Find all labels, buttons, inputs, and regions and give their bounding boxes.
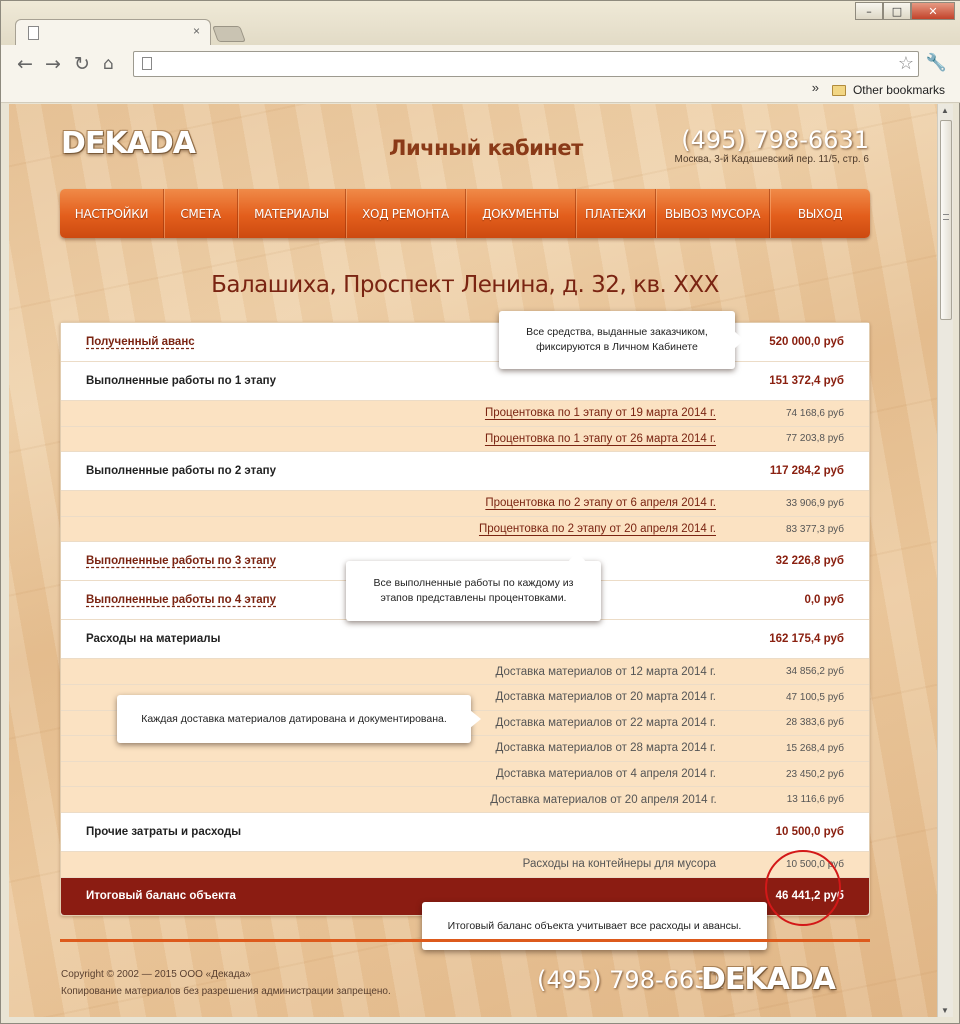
page-viewport — [9, 104, 937, 1017]
ledger-row — [61, 323, 869, 362]
scroll-up-icon[interactable]: ▲ — [941, 106, 949, 115]
callout-advance-text: Все средства, выданные заказчиком, фиксируются в Личном Кабинете — [526, 326, 708, 353]
folder-icon — [832, 85, 846, 96]
browser-toolbar — [1, 45, 960, 103]
menu-item[interactable]: НАСТРОЙКИ — [60, 189, 164, 238]
ledger-amount: 47 100,5 руб — [786, 691, 844, 703]
other-bookmarks-button[interactable] — [832, 79, 945, 101]
ledger-row — [61, 452, 869, 491]
ledger-amount: 83 377,3 руб — [786, 523, 844, 535]
total-highlight-circle — [765, 850, 841, 926]
page-icon — [142, 57, 152, 70]
ledger-amount: 520 000,0 руб — [769, 336, 844, 348]
scroll-down-icon[interactable]: ▼ — [941, 1006, 949, 1015]
ledger-amount: 74 168,6 руб — [786, 407, 844, 419]
header-phone: (495) 798-6631 — [681, 126, 869, 154]
ledger-amount: 10 500,0 руб — [775, 825, 844, 838]
ledger-label: Прочие затраты и расходы — [86, 825, 242, 838]
callout-advance — [499, 311, 735, 369]
ledger-amount: 33 906,9 руб — [786, 497, 844, 509]
ledger-amount: 28 383,6 руб — [786, 717, 844, 729]
ledger-amount: 77 203,8 руб — [786, 433, 844, 445]
ledger-label: Итоговый баланс объекта — [86, 890, 236, 903]
close-window-button[interactable]: ✕ — [911, 2, 955, 20]
ledger-amount: 117 284,2 руб — [769, 465, 844, 478]
ledger-subrow — [61, 517, 869, 543]
site-logo[interactable]: DEKADA — [61, 126, 195, 161]
ledger-amount: 13 116,6 руб — [786, 794, 844, 806]
callout-total — [422, 902, 767, 950]
bookmarks-overflow-chevron-icon[interactable]: » — [811, 80, 819, 95]
callout-materials-text: Каждая доставка материалов датирована и документирована. — [141, 712, 447, 725]
callout-stages-text: Все выполненные работы по каждому из этапов представлены процентовками. — [373, 577, 574, 604]
menu-item[interactable]: МАТЕРИАЛЫ — [238, 189, 346, 238]
ledger-row — [61, 362, 869, 401]
ledger-link[interactable]: Выполненные работы по 3 этапу — [86, 555, 276, 568]
wrench-menu-icon[interactable]: 🔧 — [925, 53, 947, 72]
ledger-label: Доставка материалов от 28 марта 2014 г. — [495, 742, 716, 755]
callout-pointer — [470, 710, 481, 728]
maximize-button[interactable]: □ — [883, 2, 911, 20]
menu-item[interactable]: ВЫХОД — [797, 206, 843, 221]
browser-titlebar — [1, 1, 960, 45]
ledger-label: Доставка материалов от 22 марта 2014 г. — [495, 716, 716, 729]
footer-logo[interactable]: DEKADA — [701, 962, 835, 997]
ledger-link[interactable]: Процентовка по 1 этапу от 19 марта 2014 г. — [484, 407, 716, 420]
ledger-subrow — [61, 787, 869, 813]
ledger-link[interactable]: Процентовка по 1 этапу от 26 марта 2014 г. — [484, 432, 716, 445]
ledger-amount: 34 856,2 руб — [786, 666, 844, 678]
callout-pointer — [568, 551, 586, 562]
ledger-amount: 15 268,4 руб — [786, 742, 844, 754]
menu-item[interactable]: СМЕТА — [164, 189, 238, 238]
callout-pointer — [734, 331, 744, 349]
ledger-link[interactable]: Процентовка по 2 этапу от 20 апреля 2014 г. — [478, 523, 716, 536]
ledger-link[interactable]: Полученный аванс — [86, 336, 195, 348]
ledger-label: Доставка материалов от 20 апреля 2014 г. — [490, 793, 717, 806]
ledger-subrow — [61, 762, 869, 788]
forward-arrow-icon[interactable]: → — [45, 53, 61, 75]
ledger-row — [61, 620, 869, 659]
ledger-label: Выполненные работы по 1 этапу — [86, 375, 276, 387]
scrollbar-grip-icon — [943, 214, 949, 220]
menu-item[interactable]: ДОКУМЕНТЫ — [466, 189, 576, 238]
ledger-label: Расходы на материалы — [86, 633, 221, 646]
ledger-link[interactable]: Выполненные работы по 4 этапу — [86, 594, 276, 607]
ledger-subrow — [61, 491, 869, 517]
minimize-button[interactable]: – — [855, 2, 883, 20]
reload-icon[interactable]: ↻ — [74, 53, 90, 75]
footer-divider — [60, 939, 870, 942]
ledger-row — [61, 813, 869, 852]
window-controls — [855, 2, 955, 20]
footer-phone: (495) 798-6631 — [537, 966, 725, 994]
home-icon[interactable]: ⌂ — [103, 54, 114, 74]
ledger-subrow — [61, 659, 869, 685]
tab-close-icon[interactable]: × — [192, 24, 200, 38]
menu-item[interactable]: ПЛАТЕЖИ — [576, 189, 656, 238]
callout-materials — [117, 695, 471, 743]
footer-copyright-block — [61, 966, 391, 1000]
ledger-subrow — [61, 852, 869, 878]
header-address: Москва, 3-й Кадашевский пер. 11/5, стр. 6 — [674, 154, 869, 165]
ledger-amount: 0,0 руб — [804, 594, 844, 607]
ledger-amount: 162 175,4 руб — [769, 633, 844, 646]
menu-item[interactable]: ВЫВОЗ МУСОРА — [656, 189, 770, 238]
copy-notice-text: Копирование материалов без разрешения администрации запрещено. — [61, 986, 391, 997]
ledger-amount: 46 441,2 руб — [775, 890, 844, 903]
callout-stages — [346, 561, 601, 621]
ledger-label: Доставка материалов от 12 марта 2014 г. — [495, 665, 716, 678]
ledger-link[interactable]: Процентовка по 2 этапу от 6 апреля 2014 г. — [485, 497, 716, 510]
ledger-label: Выполненные работы по 2 этапу — [86, 465, 276, 478]
callout-total-text: Итоговый баланс объекта учитывает все расходы и авансы. — [447, 919, 742, 932]
address-bar[interactable] — [133, 51, 919, 77]
object-title: Балашиха, Проспект Ленина, д. 32, кв. XXX — [211, 272, 719, 298]
ledger-label: Расходы на контейнеры для мусора — [522, 858, 716, 871]
back-arrow-icon[interactable]: ← — [17, 53, 33, 75]
scrollbar-thumb[interactable] — [940, 120, 952, 320]
ledger-amount: 32 226,8 руб — [775, 555, 844, 568]
bookmark-star-icon[interactable]: ☆ — [897, 53, 914, 73]
ledger-subrow — [61, 427, 869, 453]
ledger-amount: 10 500,0 руб — [786, 858, 844, 870]
ledger-amount: 23 450,2 руб — [786, 768, 844, 780]
copyright-text: Copyright © 2002 — 2015 ООО «Декада» — [61, 969, 251, 980]
ledger-subrow — [61, 401, 869, 427]
ledger-amount: 151 372,4 руб — [769, 375, 844, 387]
browser-tab[interactable] — [15, 19, 211, 46]
ledger-label: Доставка материалов от 4 апреля 2014 г. — [495, 768, 716, 781]
page-favicon-icon — [28, 26, 39, 40]
page-title: Личный кабинет — [389, 136, 583, 160]
other-bookmarks-label: Other bookmarks — [852, 83, 945, 97]
menu-item[interactable]: ХОД РЕМОНТА — [346, 189, 466, 238]
main-menu — [60, 189, 870, 238]
vertical-scrollbar[interactable] — [937, 104, 953, 1017]
new-tab-button[interactable] — [212, 26, 246, 42]
ledger-label: Доставка материалов от 20 марта 2014 г. — [495, 691, 716, 704]
